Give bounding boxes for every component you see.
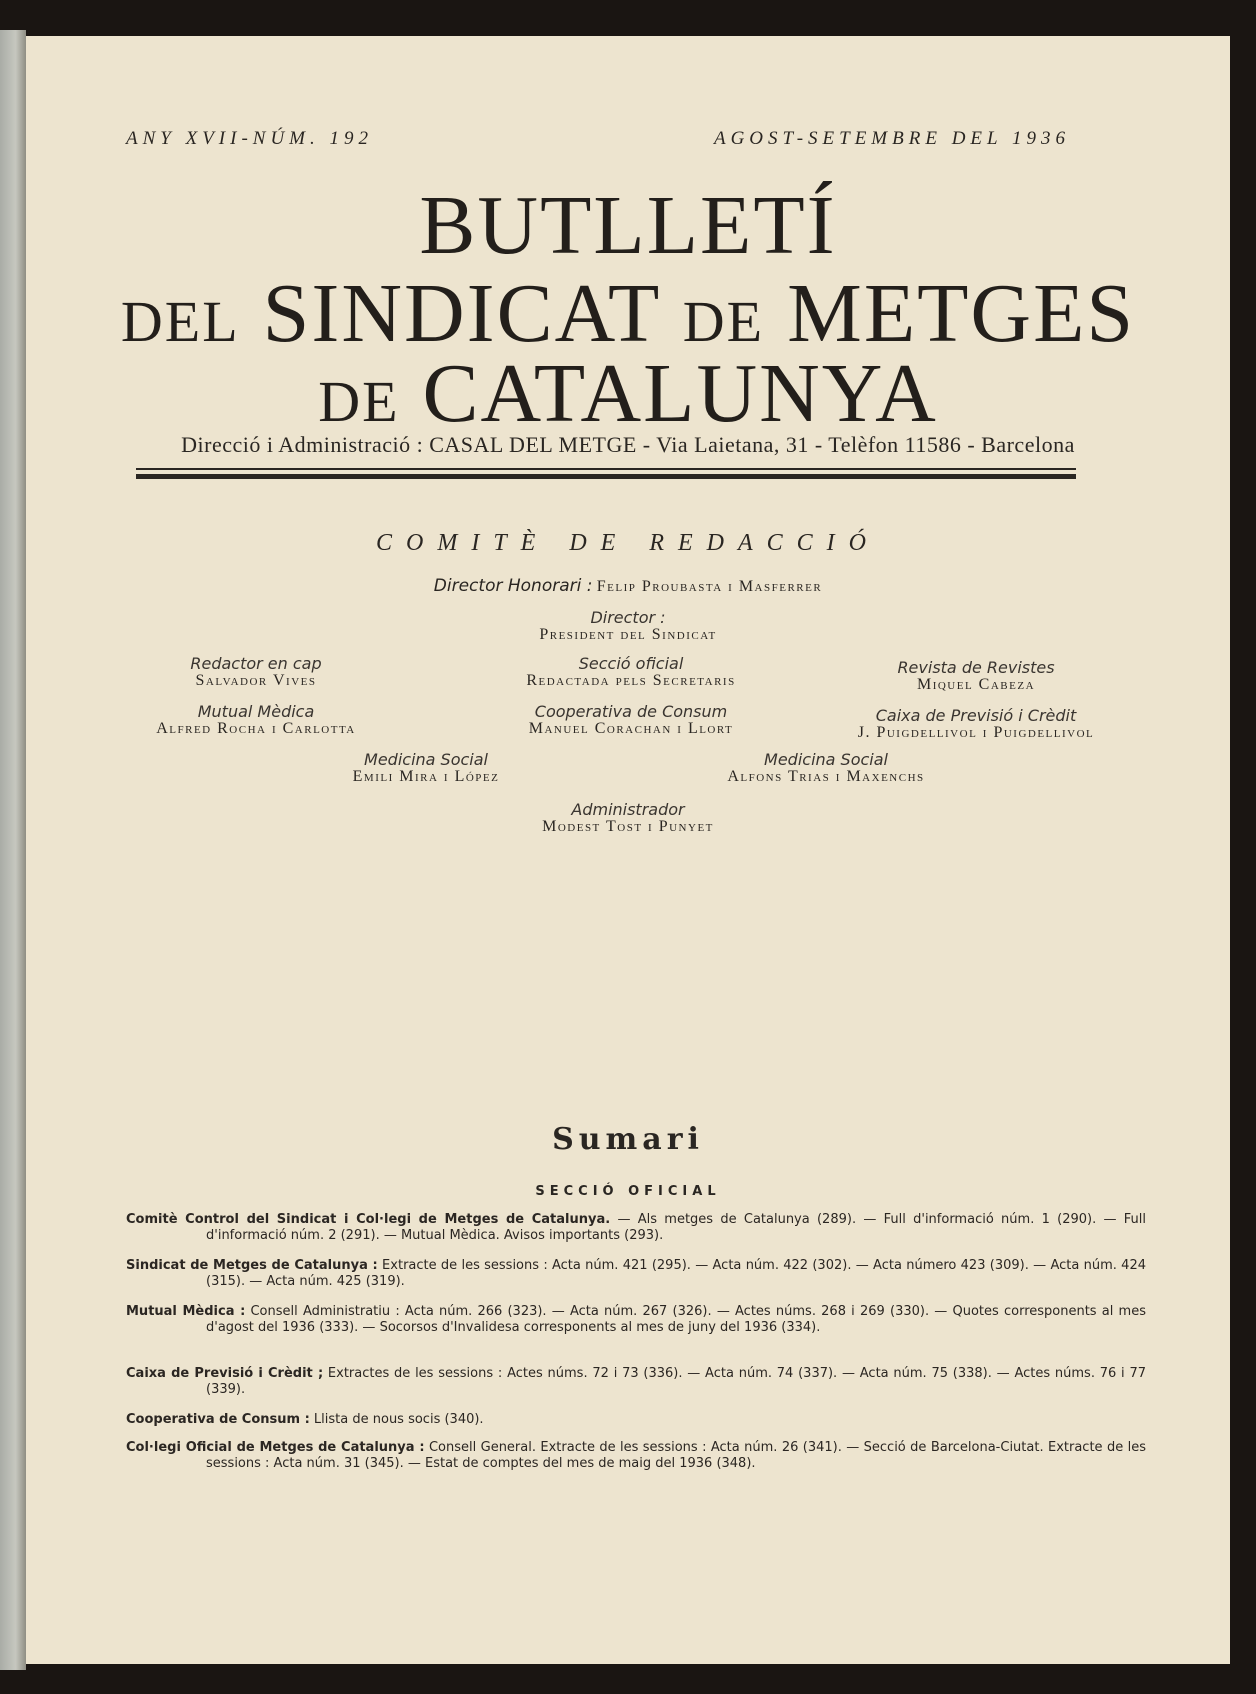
member-name: Redactada pels Secretaris	[526, 672, 736, 689]
divider-thick	[136, 474, 1076, 479]
member-name: Alfred Rocha i Carlotta	[156, 720, 356, 737]
summary-entry	[126, 1440, 1146, 1472]
summary-entry-title: Cooperativa de Consum :	[126, 1412, 310, 1427]
member-name: J. Puigdellivol i Puigdellivol	[857, 724, 1095, 741]
summary-entry	[126, 1212, 1146, 1244]
member-role: Mutual Mèdica	[197, 702, 315, 721]
issue-number: ANY XVII-NÚM. 192	[126, 128, 374, 149]
title-line-1: BUTLLETÍ	[419, 179, 837, 272]
summary-section-heading: SECCIÓ OFICIAL	[535, 1184, 721, 1199]
summary-entry-text: — Als metges de Catalunya (289). — Full d'informació núm. 1 (290). — Full d'informació núm. 2 (291). — Mutual Mèdica. Avisos importants (293).	[206, 1212, 1146, 1243]
director-name: President del Sindicat	[539, 626, 717, 643]
summary-entry-title: Comitè Control del Sindicat i Col·legi de Metges de Catalunya.	[126, 1212, 611, 1227]
honorary-director-name: Felip Proubasta i Masferrer	[596, 578, 823, 595]
member-role: Redactor en cap	[190, 654, 322, 673]
title-word-metges: METGES	[787, 267, 1136, 360]
summary-entry-text: Extractes de les sessions : Actes núms. 72 i 73 (336). — Acta núm. 74 (337). — Acta núm. 75 (338). — Actes núms. 76 i 77 (339).	[206, 1366, 1146, 1397]
member-role: Medicina Social	[364, 750, 488, 769]
title-word-del: DEL	[120, 289, 240, 354]
member-name: Miquel Cabeza	[916, 676, 1036, 693]
summary-entry-text: Llista de nous socis (340).	[309, 1412, 484, 1427]
member-role: Cooperativa de Consum	[534, 702, 728, 721]
summary-entry-title: Mutual Mèdica :	[126, 1304, 246, 1319]
book-spine-edge	[0, 30, 26, 1670]
member-role: Caixa de Previsió i Crèdit	[875, 706, 1077, 725]
title-word-de-2: DE	[318, 369, 400, 434]
member-name: Alfons Trias i Maxenchs	[727, 768, 925, 785]
summary-entry	[126, 1258, 1146, 1290]
title-word-sindicat: SINDICAT	[262, 267, 660, 360]
title-word-catalunya: CATALUNYA	[422, 347, 938, 440]
honorary-director-role: Director Honorari :	[433, 576, 593, 596]
member-role: Secció oficial	[578, 654, 684, 673]
address-line: Direcció i Administració : CASAL DEL METGE - Via Laietana, 31 - Telèfon 11586 - Barcelona	[181, 432, 1075, 457]
summary-entry-text: Extracte de les sessions : Acta núm. 421 (295). — Acta núm. 422 (302). — Acta número 423 (309). — Acta núm. 424 (315). — Acta núm. 425 (319).	[206, 1258, 1146, 1289]
summary-entry-title: Sindicat de Metges de Catalunya :	[126, 1258, 378, 1273]
member-role: Administrador	[571, 800, 685, 819]
summary-entry-title: Caixa de Previsió i Crèdit ;	[126, 1366, 324, 1381]
honorary-director	[26, 576, 1230, 596]
member-role: Medicina Social	[764, 750, 888, 769]
summary-entry-title: Col·legi Oficial de Metges de Catalunya :	[126, 1440, 425, 1455]
member-name: Modest Tost i Punyet	[542, 818, 714, 835]
title-line-2	[26, 267, 1230, 360]
title-line-3	[26, 347, 1230, 440]
summary-entry-text: Consell General. Extracte de les sessions : Acta núm. 26 (341). — Secció de Barcelona-Ciutat. Extracte de les sessions : Acta núm. 31 (345). — Estat de comptes del mes de maig del 1936 (348).	[206, 1440, 1146, 1471]
committee-heading: COMITÈ DE REDACCIÓ	[376, 530, 880, 556]
summary-heading: Sumari	[552, 1122, 704, 1157]
member-name: Emili Mira i López	[352, 768, 500, 785]
member-role: Revista de Revistes	[897, 658, 1055, 677]
summary-entry	[126, 1366, 1146, 1398]
issue-date: AGOST-SETEMBRE DEL 1936	[713, 128, 1070, 149]
summary-entry	[126, 1412, 1146, 1428]
summary-entry	[126, 1304, 1146, 1336]
member-name: Salvador Vives	[195, 672, 317, 689]
member-name: Manuel Corachan i Llort	[528, 720, 734, 737]
summary-entry-text: Consell Administratiu : Acta núm. 266 (323). — Acta núm. 267 (326). — Actes núms. 268 i 269 (330). — Quotes corresponents al mes d'agost del 1936 (333). — Socorsos d'Invalidesa corresponents al mes de juny del 1936 (334).	[206, 1304, 1146, 1335]
journal-cover-page	[26, 36, 1230, 1664]
director-role: Director :	[590, 608, 666, 627]
divider-thin	[136, 468, 1076, 470]
title-word-de: DE	[682, 289, 765, 354]
